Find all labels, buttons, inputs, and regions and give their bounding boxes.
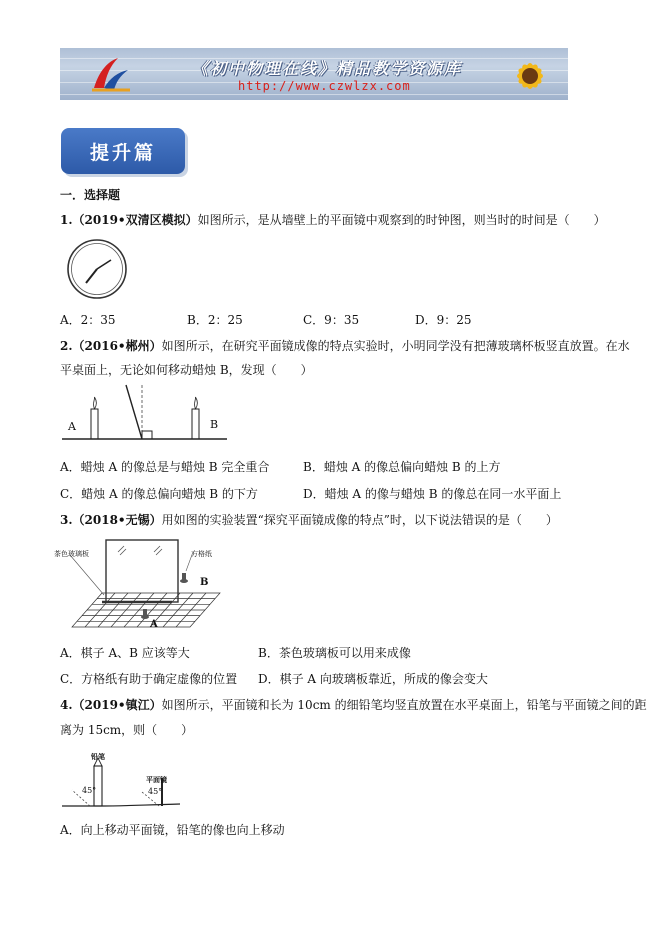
question-text: 用如图的实验装置“探究平面镜成像的特点”时，以下说法错误的是（ ）: [161, 513, 558, 527]
question-source: （2016•郴州）: [72, 339, 162, 353]
question-number: 4.: [60, 698, 73, 712]
figure-label-pencil: 铅笔: [91, 752, 105, 761]
option-2a[interactable]: A．蜡烛 A 的像总是与蜡烛 B 完全重合: [60, 460, 270, 474]
figure-label-piece-a: A: [150, 619, 158, 630]
question-text: 如图所示，是从墙壁上的平面镜中观察到的时钟图，则当时的时间是（ ）: [197, 213, 606, 227]
question-source: （2019•镇江）: [72, 698, 162, 712]
option-1c[interactable]: C．9：35: [303, 313, 360, 327]
option-3d[interactable]: D．棋子 A 向玻璃板靠近，所成的像会变大: [258, 672, 488, 686]
figure-label-piece-b: B: [200, 577, 209, 588]
question-text: 如图所示，在研究平面镜成像的特点实验时，小明同学没有把薄玻璃杯板竖直放置。在水: [161, 339, 630, 353]
figure-label-mirror: 平面镜: [146, 775, 167, 784]
option-3c[interactable]: C．方格纸有助于确定虚像的位置: [60, 672, 238, 686]
question-4-line-2: 离为 15cm，则（ ）: [60, 723, 194, 737]
option-1a[interactable]: A．2：35: [60, 313, 116, 327]
section-tag: [61, 128, 185, 174]
question-4: [60, 697, 647, 713]
figure-label-a: A: [68, 420, 76, 433]
option-2d[interactable]: D．蜡烛 A 的像与蜡烛 B 的像总在同一水平面上: [303, 487, 562, 501]
question-number: 2.: [60, 339, 73, 353]
section-heading: 一．选择题: [60, 188, 121, 202]
option-3b[interactable]: B．茶色玻璃板可以用来成像: [258, 646, 411, 660]
option-1d[interactable]: D．9：25: [415, 313, 472, 327]
clock-figure: [66, 238, 128, 300]
question-source: （2018•无锡）: [72, 513, 162, 527]
question-2: [60, 338, 630, 354]
figure-label-grid-paper: 方格纸: [191, 550, 212, 558]
option-1b[interactable]: B．2：25: [187, 313, 243, 327]
option-4a[interactable]: A．向上移动平面镜，铅笔的像也向上移动: [60, 823, 285, 837]
question-3: [60, 512, 558, 528]
figure-label-b: B: [210, 418, 219, 431]
question-1: [60, 212, 606, 228]
figure-label-angle-1: 45°: [82, 786, 97, 795]
question-source: （2019•双清区模拟）: [72, 213, 198, 227]
section-tag-label: 提升篇: [89, 142, 156, 164]
figure-label-angle-2: 45°: [148, 787, 163, 796]
sunflower-icon: [500, 50, 560, 100]
option-3a[interactable]: A．棋子 A、B 应该等大: [60, 646, 190, 660]
question-2-line-2: 平桌面上，无论如何移动蜡烛 B，发现（ ）: [60, 363, 313, 377]
option-2b[interactable]: B．蜡烛 A 的像总偏向蜡烛 B 的上方: [303, 460, 501, 474]
question-number: 1.: [60, 213, 73, 227]
site-logo-icon: [88, 54, 132, 94]
banner-url[interactable]: http://www.czwlzx.com: [238, 79, 411, 93]
header-banner: [60, 48, 568, 100]
option-2c[interactable]: C．蜡烛 A 的像总偏向蜡烛 B 的下方: [60, 487, 258, 501]
figure-label-glass-board: 茶色玻璃板: [54, 550, 89, 558]
banner-title: 《初中物理在线》精品教学资源库: [192, 59, 463, 78]
question-number: 3.: [60, 513, 73, 527]
question-text: 如图所示，平面镜和长为 10cm 的细铅笔均竖直放置在水平桌面上，铅笔与平面镜之间的距: [161, 698, 647, 712]
candle-mirror-figure: [62, 385, 232, 441]
